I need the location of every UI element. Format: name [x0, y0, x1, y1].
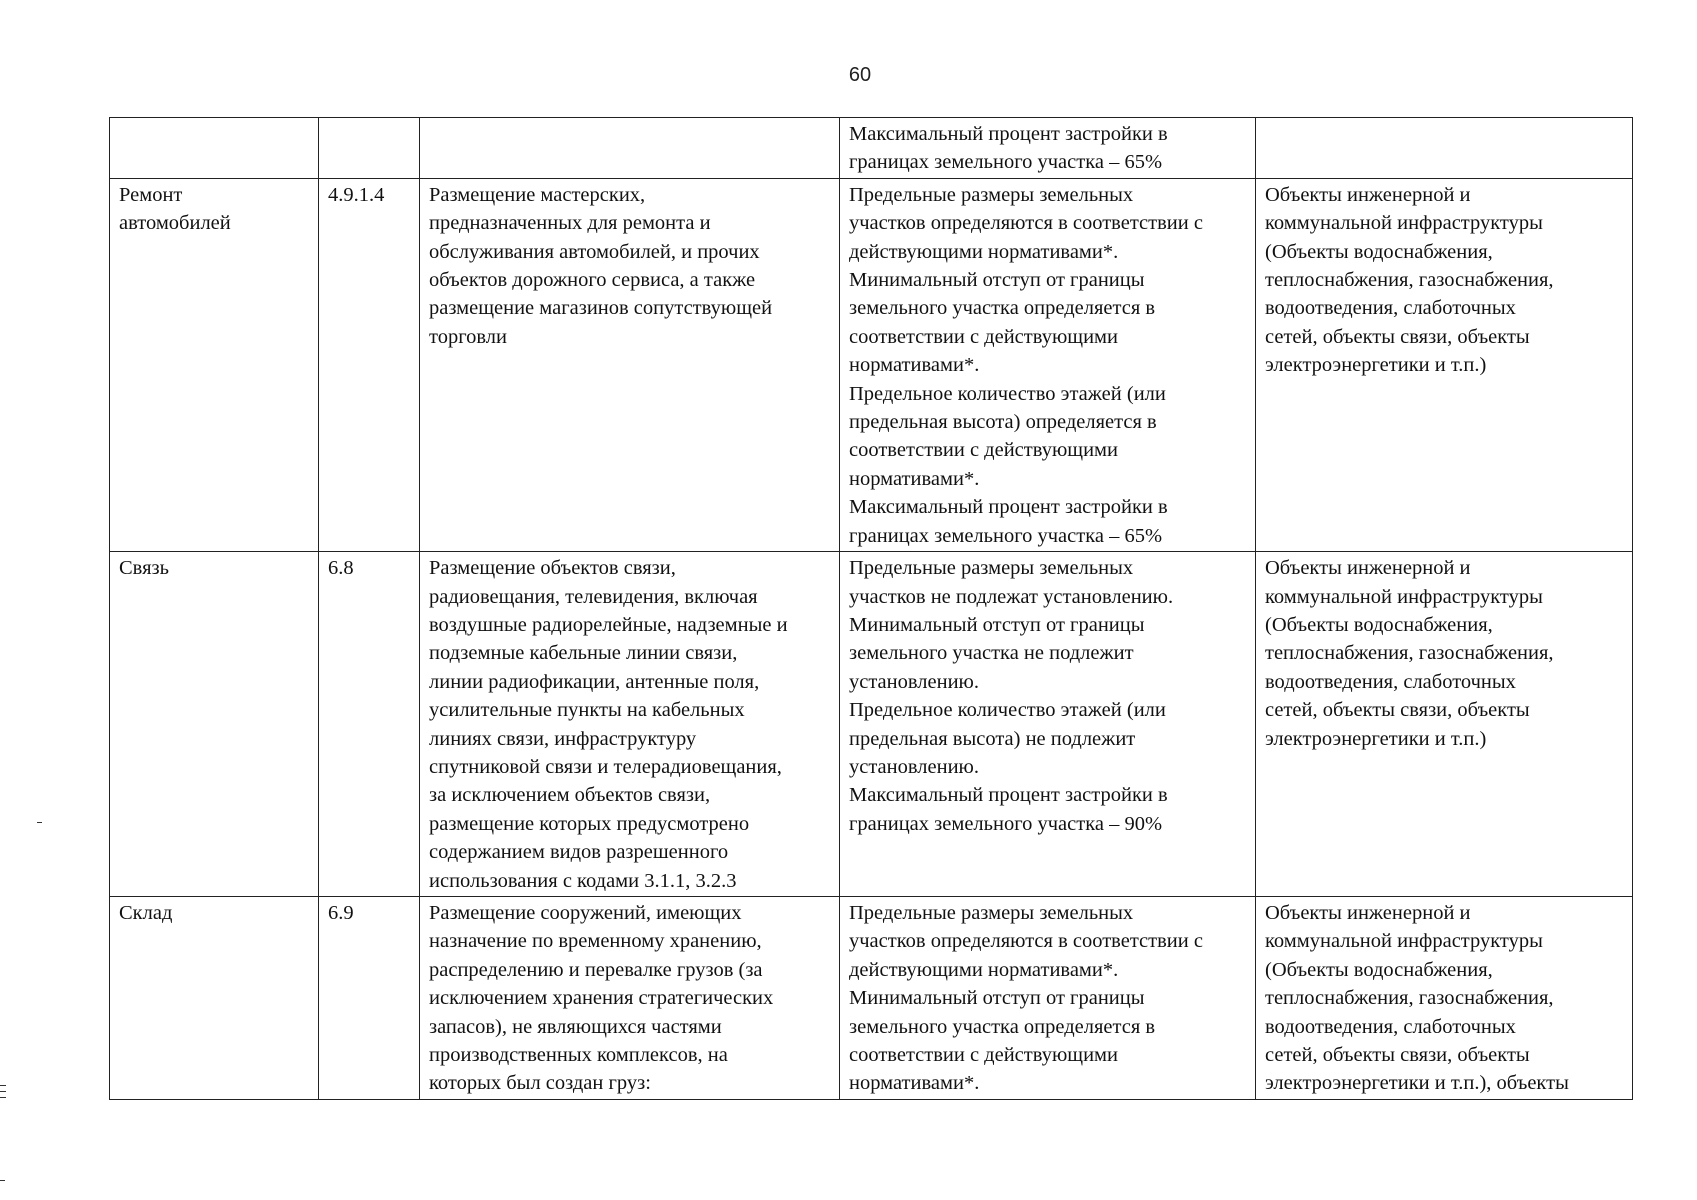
cell-name: [110, 118, 319, 179]
parameters-text-line: Максимальный процент застройки в: [849, 496, 1168, 519]
parameters-text-line: предельная высота) не подлежит: [849, 727, 1136, 750]
description-text-line: Размещение объектов связи,: [429, 557, 676, 580]
parameters-text-line: установлению.: [849, 755, 979, 778]
auxiliary-text-line: коммунальной инфраструктуры: [1265, 930, 1543, 953]
auxiliary-text-line: водоотведения, слаботочных: [1265, 297, 1516, 320]
cell-name: [110, 552, 319, 897]
cell-auxiliary: [1256, 178, 1633, 551]
description-text-line: которых был создан груз:: [429, 1072, 651, 1095]
table-row: [110, 552, 1633, 897]
auxiliary-text-line: сетей, объекты связи, объекты: [1265, 325, 1530, 348]
parameters-text-line: Минимальный отступ от границы: [849, 269, 1145, 292]
parameters-text-line: Предельное количество этажей (или: [849, 382, 1166, 405]
cell-auxiliary: [1256, 118, 1633, 179]
description-text-line: назначение по временному хранению,: [429, 930, 762, 953]
description-text-line: торговли: [429, 325, 507, 348]
parameters-text-line: нормативами*.: [849, 1072, 980, 1095]
table-row: [110, 896, 1633, 1099]
parameters-text-line: установлению.: [849, 670, 979, 693]
auxiliary-text-line: теплоснабжения, газоснабжения,: [1265, 642, 1554, 665]
table-body: [110, 118, 1633, 1100]
table-row: [110, 178, 1633, 551]
parameters-text-line: соответствии с действующими: [849, 439, 1118, 462]
auxiliary-text-line: электроэнергетики и т.п.), объекты: [1265, 1072, 1569, 1095]
cell-description: [420, 552, 840, 897]
parameters-text-line: соответствии с действующими: [849, 325, 1118, 348]
description-text-line: Размещение мастерских,: [429, 183, 646, 206]
cell-parameters: [840, 118, 1256, 179]
auxiliary-text-line: коммунальной инфраструктуры: [1265, 212, 1543, 235]
cell-auxiliary: [1256, 552, 1633, 897]
cell-parameters: [840, 178, 1256, 551]
auxiliary-text-line: Объекты инженерной и: [1265, 901, 1471, 924]
code-text-line: 6.9: [328, 901, 354, 924]
auxiliary-text-line: Объекты инженерной и: [1265, 557, 1471, 580]
parameters-text-line: нормативами*.: [849, 354, 980, 377]
parameters-text-line: Предельные размеры земельных: [849, 901, 1134, 924]
scan-mark: [0, 1091, 6, 1092]
cell-auxiliary: [1256, 896, 1633, 1099]
name-text-line: автомобилей: [119, 212, 231, 235]
land-use-table: [109, 117, 1633, 1100]
parameters-text-line: границах земельного участка – 90%: [849, 812, 1163, 835]
description-text-line: исключением хранения стратегических: [429, 987, 774, 1010]
auxiliary-text-line: электроэнергетики и т.п.): [1265, 727, 1487, 750]
code-text-line: 4.9.1.4: [328, 183, 385, 206]
parameters-text-line: соответствии с действующими: [849, 1044, 1118, 1066]
parameters-text-line: Максимальный процент застройки в: [849, 784, 1168, 807]
cell-code: [319, 896, 420, 1099]
auxiliary-text-line: теплоснабжения, газоснабжения,: [1265, 269, 1554, 292]
auxiliary-text-line: водоотведения, слаботочных: [1265, 670, 1516, 693]
cell-name: [110, 178, 319, 551]
description-text-line: усилительные пункты на кабельных: [429, 699, 745, 722]
auxiliary-text-line: сетей, объекты связи, объекты: [1265, 699, 1530, 722]
parameters-text-line: границах земельного участка – 65%: [849, 151, 1163, 174]
parameters-text-line: участков определяются в соответствии с: [849, 212, 1203, 235]
description-text-line: распределению и перевалке грузов (за: [429, 958, 763, 981]
cell-parameters: [840, 552, 1256, 897]
parameters-text-line: земельного участка определяется в: [849, 297, 1156, 320]
scan-mark: [37, 822, 42, 823]
scan-mark: [0, 1097, 6, 1098]
description-text-line: производственных комплексов, на: [429, 1044, 728, 1066]
name-text-line: Связь: [119, 557, 169, 580]
parameters-text-line: Предельные размеры земельных: [849, 183, 1134, 206]
parameters-text-line: участков определяются в соответствии с: [849, 930, 1203, 953]
auxiliary-text-line: водоотведения, слаботочных: [1265, 1015, 1516, 1038]
parameters-text-line: нормативами*.: [849, 467, 980, 490]
cell-parameters: [840, 896, 1256, 1099]
auxiliary-text-line: Объекты инженерной и: [1265, 183, 1471, 206]
description-text-line: воздушные радиорелейные, надземные и: [429, 613, 788, 636]
cell-code: [319, 552, 420, 897]
parameters-text-line: Предельные размеры земельных: [849, 557, 1134, 580]
cell-description: [420, 118, 840, 179]
scan-mark: [0, 1180, 5, 1181]
description-text-line: Размещение сооружений, имеющих: [429, 901, 742, 924]
page-number: 60: [848, 64, 872, 86]
description-text-line: обслуживания автомобилей, и прочих: [429, 240, 760, 263]
auxiliary-text-line: (Объекты водоснабжения,: [1265, 958, 1493, 981]
cell-code: [319, 178, 420, 551]
code-text-line: 6.8: [328, 557, 354, 580]
cell-code: [319, 118, 420, 179]
scan-mark: [0, 1085, 6, 1086]
description-text-line: объектов дорожного сервиса, а также: [429, 269, 756, 292]
parameters-text-line: предельная высота) определяется в: [849, 411, 1157, 434]
cell-name: [110, 896, 319, 1099]
description-text-line: спутниковой связи и телерадиовещания,: [429, 755, 782, 778]
parameters-text-line: действующими нормативами*.: [849, 240, 1119, 263]
description-text-line: запасов), не являющихся частями: [429, 1015, 722, 1038]
parameters-text-line: Максимальный процент застройки в: [849, 123, 1168, 145]
parameters-text-line: Предельное количество этажей (или: [849, 699, 1166, 722]
auxiliary-text-line: коммунальной инфраструктуры: [1265, 585, 1543, 608]
description-text-line: размещение магазинов сопутствующей: [429, 297, 773, 320]
auxiliary-text-line: теплоснабжения, газоснабжения,: [1265, 987, 1554, 1010]
description-text-line: содержанием видов разрешенного: [429, 841, 729, 864]
description-text-line: радиовещания, телевидения, включая: [429, 585, 758, 608]
table-row: [110, 118, 1633, 179]
auxiliary-text-line: сетей, объекты связи, объекты: [1265, 1044, 1530, 1066]
cell-description: [420, 896, 840, 1099]
parameters-text-line: участков не подлежат установлению.: [849, 585, 1174, 608]
parameters-text-line: действующими нормативами*.: [849, 958, 1119, 981]
parameters-text-line: земельного участка не подлежит: [849, 642, 1134, 665]
name-text-line: Склад: [119, 901, 173, 924]
auxiliary-text-line: (Объекты водоснабжения,: [1265, 240, 1493, 263]
name-text-line: Ремонт: [119, 183, 183, 206]
description-text-line: размещение которых предусмотрено: [429, 812, 750, 835]
description-text-line: подземные кабельные линии связи,: [429, 642, 738, 665]
auxiliary-text-line: электроэнергетики и т.п.): [1265, 354, 1487, 377]
description-text-line: линии радиофикации, антенные поля,: [429, 670, 760, 693]
parameters-text-line: земельного участка определяется в: [849, 1015, 1156, 1038]
description-text-line: использования с кодами 3.1.1, 3.2.3: [429, 869, 737, 892]
description-text-line: предназначенных для ремонта и: [429, 212, 711, 235]
description-text-line: линиях связи, инфраструктуру: [429, 727, 697, 750]
auxiliary-text-line: (Объекты водоснабжения,: [1265, 613, 1493, 636]
parameters-text-line: границах земельного участка – 65%: [849, 524, 1163, 547]
cell-description: [420, 178, 840, 551]
parameters-text-line: Минимальный отступ от границы: [849, 987, 1145, 1010]
description-text-line: за исключением объектов связи,: [429, 784, 711, 807]
parameters-text-line: Минимальный отступ от границы: [849, 613, 1145, 636]
